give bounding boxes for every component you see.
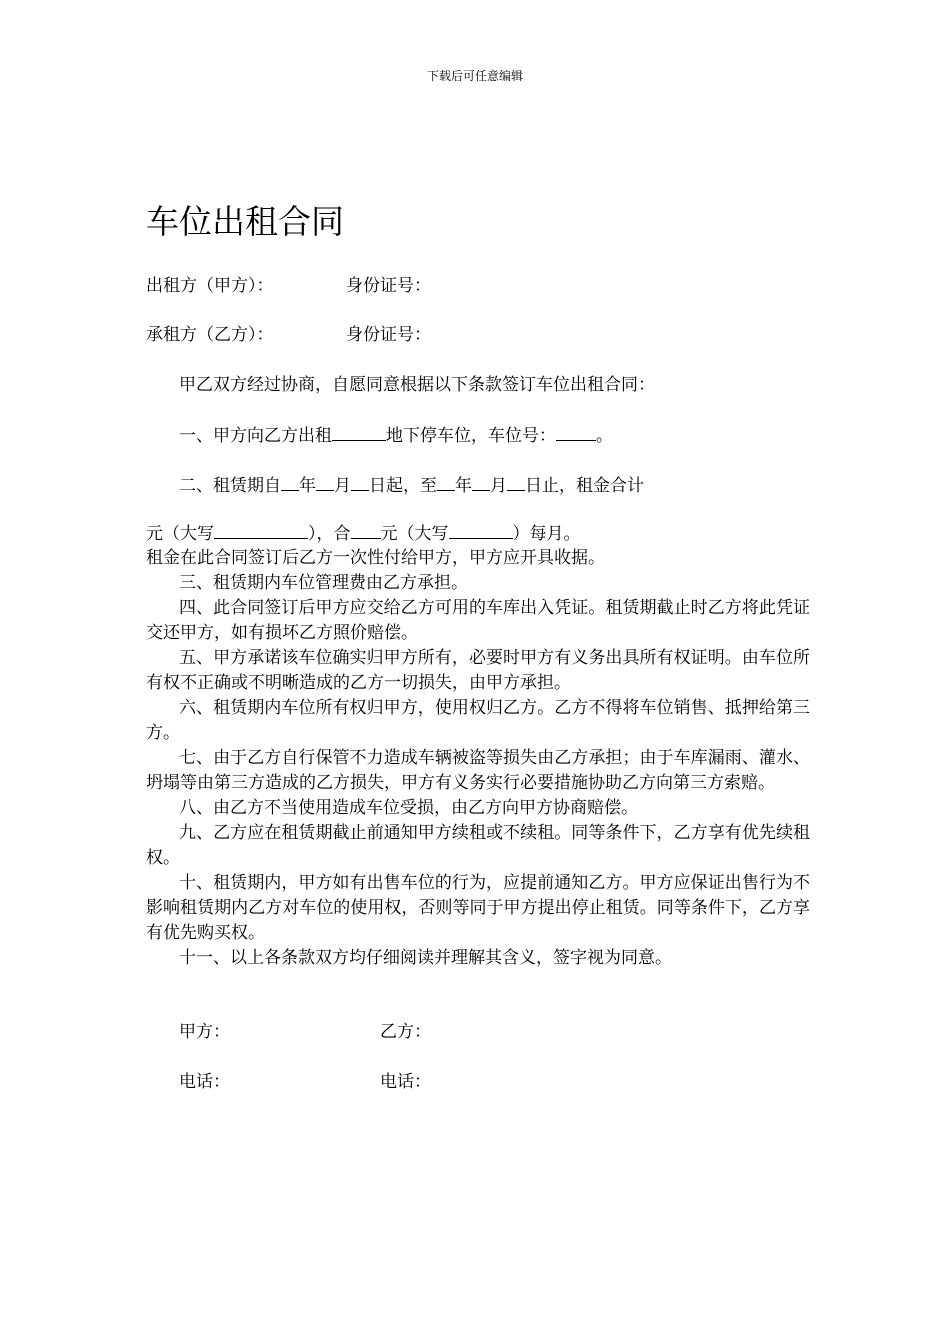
start-month-blank[interactable]: [316, 473, 334, 491]
end-month-blank[interactable]: [472, 473, 490, 491]
clause-2-end-label: 日起，至: [369, 476, 437, 496]
clause-paragraph: 十一、以上各条款双方均仔细阅读并理解其含义，签字视为同意。: [179, 948, 672, 968]
monthly-label: ），合: [308, 524, 351, 544]
party-b-signature-label: 乙方：: [380, 1022, 431, 1042]
lessee-label: 承租方（乙方）：: [146, 325, 274, 345]
clause-paragraph: 七、由于乙方自行保管不力造成车辆被盗等损失由乙方承担；由于车库漏雨、灌水、坍塌等由第三方造成的乙方损失，甲方有义务实行必要措施协助乙方向第三方索赔。: [146, 748, 810, 793]
contract-clauses: [146, 546, 810, 971]
start-day-blank[interactable]: [351, 473, 369, 491]
clause-1: [179, 423, 613, 449]
lessee-id-label: 身份证号：: [346, 325, 431, 345]
party-a-phone-label: 电话：: [179, 1072, 230, 1092]
per-month-label: ）每月。: [512, 524, 581, 544]
month-label: 月: [490, 476, 507, 496]
end-year-blank[interactable]: [437, 473, 455, 491]
lessor-label: 出租方（甲方）：: [146, 276, 274, 296]
clause-paragraph: 三、租赁期内车位管理费由乙方承担。: [179, 573, 468, 593]
year-label: 年: [455, 476, 472, 496]
document-title: 车位出租合同: [146, 202, 344, 241]
clause-paragraph: 租金在此合同签订后乙方一次性付给甲方，甲方应开具收据。: [146, 548, 605, 568]
parking-area-blank[interactable]: [332, 423, 386, 441]
party-b-phone-label: 电话：: [380, 1072, 431, 1092]
year-label: 年: [299, 476, 316, 496]
lessor-id-label: 身份证号：: [346, 276, 431, 296]
month-label: 月: [334, 476, 351, 496]
space-number-blank[interactable]: [556, 423, 596, 441]
start-year-blank[interactable]: [281, 473, 299, 491]
intro-paragraph: 甲乙双方经过协商，自愿同意根据以下条款签订车位出租合同：: [179, 375, 655, 395]
clause-2-line-2: [146, 521, 581, 547]
total-amount-uppercase-blank[interactable]: [214, 521, 308, 539]
clause-1-part-a: 一、甲方向乙方出租: [179, 426, 332, 446]
clause-1-part-b: 地下停车位，车位号：: [386, 426, 556, 446]
yuan-uppercase-label: 元（大写: [146, 524, 214, 544]
end-day-blank[interactable]: [507, 473, 525, 491]
clause-paragraph: 十、租赁期内，甲方如有出售车位的行为，应提前通知乙方。甲方应保证出售行为不影响租赁期内乙方对车位的使用权，否则等同于甲方提出停止租赁。同等条件下，乙方享有优先购买权。: [146, 873, 810, 943]
clause-2-line-1: [179, 473, 644, 499]
monthly-amount-blank[interactable]: [351, 521, 381, 539]
header-note: 下载后可任意编辑: [426, 69, 523, 83]
clause-paragraph: 五、甲方承诺该车位确实归甲方所有，必要时甲方有义务出具所有权证明。由车位所有权不正确或不明晰造成的乙方一切损失，由甲方承担。: [146, 648, 810, 693]
clause-1-part-c: 。: [596, 426, 613, 446]
party-a-signature-label: 甲方：: [179, 1022, 230, 1042]
yuan-uppercase-label: 元（大写: [380, 524, 449, 544]
monthly-amount-uppercase-blank[interactable]: [449, 521, 513, 539]
clause-2-start-label: 二、租赁期自: [179, 476, 281, 496]
clause-paragraph: 九、乙方应在租赁期截止前通知甲方续租或不续租。同等条件下，乙方享有优先续租权。: [146, 823, 810, 868]
clause-2-total-label: 日止，租金合计: [525, 476, 644, 496]
clause-paragraph: 四、此合同签订后甲方应交给乙方可用的车库出入凭证。租赁期截止时乙方将此凭证交还甲方，如有损坏乙方照价赔偿。: [146, 598, 810, 643]
clause-paragraph: 八、由乙方不当使用造成车位受损，由乙方向甲方协商赔偿。: [179, 798, 638, 818]
clause-paragraph: 六、租赁期内车位所有权归甲方，使用权归乙方。乙方不得将车位销售、抵押给第三方。: [146, 698, 810, 743]
